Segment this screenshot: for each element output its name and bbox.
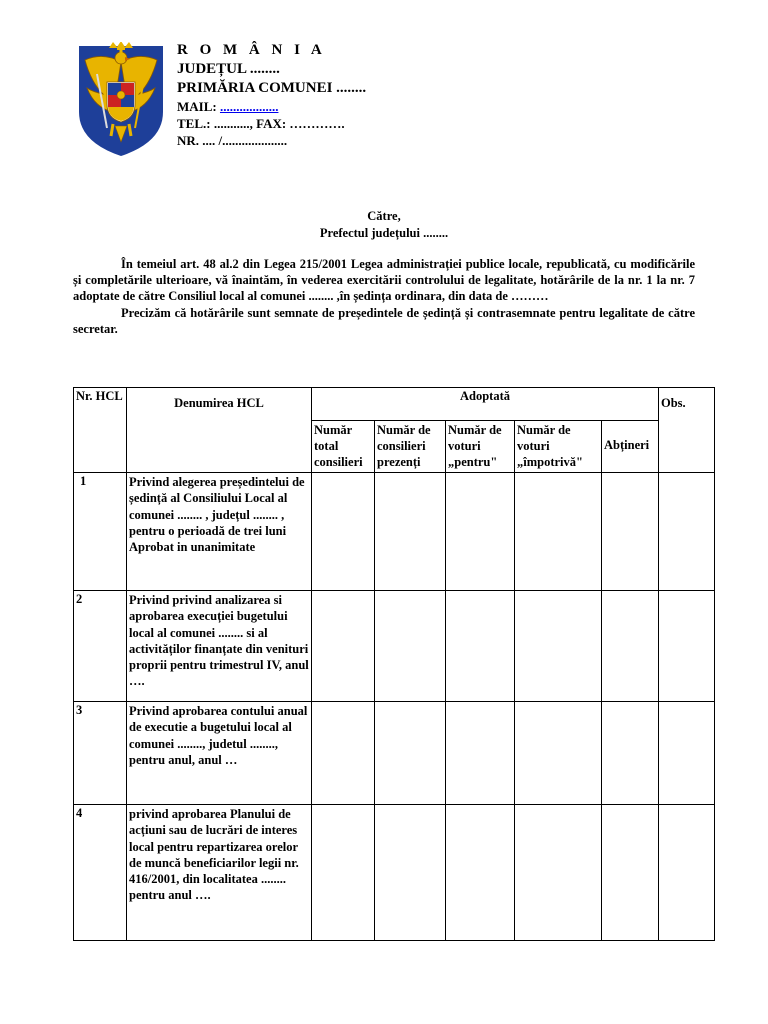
cell-against[interactable] bbox=[515, 805, 602, 941]
cell-for[interactable] bbox=[446, 473, 515, 591]
subheader-votes-for: Număr de voturi „pentru" bbox=[446, 421, 515, 473]
row-hcl-name: Privind alegerea președintelui de ședință al Consiliului Local al comunei ........ , județul ........ , pentru o perioadă de trei luni Aprobat in unanimitate bbox=[127, 473, 312, 591]
table-row bbox=[74, 473, 715, 591]
row-nr: 4 bbox=[74, 805, 127, 941]
hcl-table bbox=[73, 387, 715, 941]
cell-obs[interactable] bbox=[659, 591, 715, 702]
cell-for[interactable] bbox=[446, 591, 515, 702]
table-row bbox=[74, 702, 715, 805]
cell-obs[interactable] bbox=[659, 473, 715, 591]
cell-abstain[interactable] bbox=[602, 702, 659, 805]
cell-against[interactable] bbox=[515, 591, 602, 702]
cell-present[interactable] bbox=[375, 805, 446, 941]
cell-total[interactable] bbox=[312, 473, 375, 591]
romania-coat-of-arms-icon bbox=[73, 42, 169, 158]
row-hcl-name: Privind aprobarea contului anual de executie a bugetului local al comunei ........, judetul ........, pentru anul, anul … bbox=[127, 702, 312, 805]
cell-abstain[interactable] bbox=[602, 473, 659, 591]
country-name: R O M Â N I A bbox=[177, 42, 326, 58]
cell-for[interactable] bbox=[446, 702, 515, 805]
table-row bbox=[74, 805, 715, 941]
phone-fax-line: TEL.: ..........., FAX: …………. bbox=[177, 116, 345, 131]
letter-header bbox=[177, 40, 366, 149]
letter-body bbox=[73, 256, 695, 337]
cell-present[interactable] bbox=[375, 591, 446, 702]
header-nr-hcl: Nr. HCL bbox=[74, 388, 127, 473]
row-hcl-name: Privind privind analizarea si aprobarea execuției bugetului local al comunei ........ si al activităților finanțate din venituri proprii pentru trimestrul IV, anul …. bbox=[127, 591, 312, 702]
cell-total[interactable] bbox=[312, 805, 375, 941]
body-paragraph-2: Precizăm că hotărârile sunt semnate de președintele de ședință și contrasemnate pentru legalitate de către secretar. bbox=[73, 305, 695, 336]
cell-abstain[interactable] bbox=[602, 805, 659, 941]
mayor-office-line: PRIMĂRIA COMUNEI ........ bbox=[177, 80, 367, 96]
table-row bbox=[74, 591, 715, 702]
row-hcl-name: privind aprobarea Planului de acțiuni sau de lucrări de interes local pentru repartizarea orelor de muncă beneficiarilor legii nr. 416/2001, din localitatea ........ pentru anul …. bbox=[127, 805, 312, 941]
cell-present[interactable] bbox=[375, 473, 446, 591]
cell-obs[interactable] bbox=[659, 702, 715, 805]
row-nr: 2 bbox=[74, 591, 127, 702]
subheader-present-councillors: Număr de consilieri prezenți bbox=[375, 421, 446, 473]
table-header-row bbox=[74, 388, 715, 421]
cell-total[interactable] bbox=[312, 591, 375, 702]
county-line: JUDEȚUL ........ bbox=[177, 61, 280, 77]
subheader-abstentions: Abțineri bbox=[602, 421, 659, 473]
header-adopted: Adoptată bbox=[312, 388, 659, 421]
addressee-recipient: Prefectul județului ........ bbox=[319, 226, 449, 240]
subheader-votes-against: Număr de voturi „împotrivă" bbox=[515, 421, 602, 473]
cell-for[interactable] bbox=[446, 805, 515, 941]
cell-against[interactable] bbox=[515, 702, 602, 805]
row-nr: 3 bbox=[74, 702, 127, 805]
registration-number: NR. .... /.................... bbox=[177, 133, 288, 148]
cell-total[interactable] bbox=[312, 702, 375, 805]
addressee-to: Către, bbox=[367, 209, 401, 223]
header-obs: Obs. bbox=[659, 388, 715, 473]
header-hcl-name: Denumirea HCL bbox=[127, 388, 312, 473]
subheader-total-councillors: Număr total consilieri bbox=[312, 421, 375, 473]
cell-against[interactable] bbox=[515, 473, 602, 591]
cell-abstain[interactable] bbox=[602, 591, 659, 702]
mail-link[interactable]: .................. bbox=[219, 99, 279, 114]
cell-present[interactable] bbox=[375, 702, 446, 805]
row-nr: 1 bbox=[74, 473, 127, 591]
addressee-block bbox=[0, 208, 768, 242]
mail-label: MAIL: bbox=[177, 99, 220, 114]
body-paragraph-1: În temeiul art. 48 al.2 din Legea 215/2001 Legea administrației publice locale, republicată, cu modificările și completările ulterioare, vă înaintăm, în vederea exercitării controlului de legalitate, hotărârile de la nr. 1 la nr. 7 adoptate de către Consiliul local al comunei ........ ,în ședința ordinara, din data de ……… bbox=[73, 257, 695, 304]
cell-obs[interactable] bbox=[659, 805, 715, 941]
mail-line bbox=[177, 98, 366, 115]
